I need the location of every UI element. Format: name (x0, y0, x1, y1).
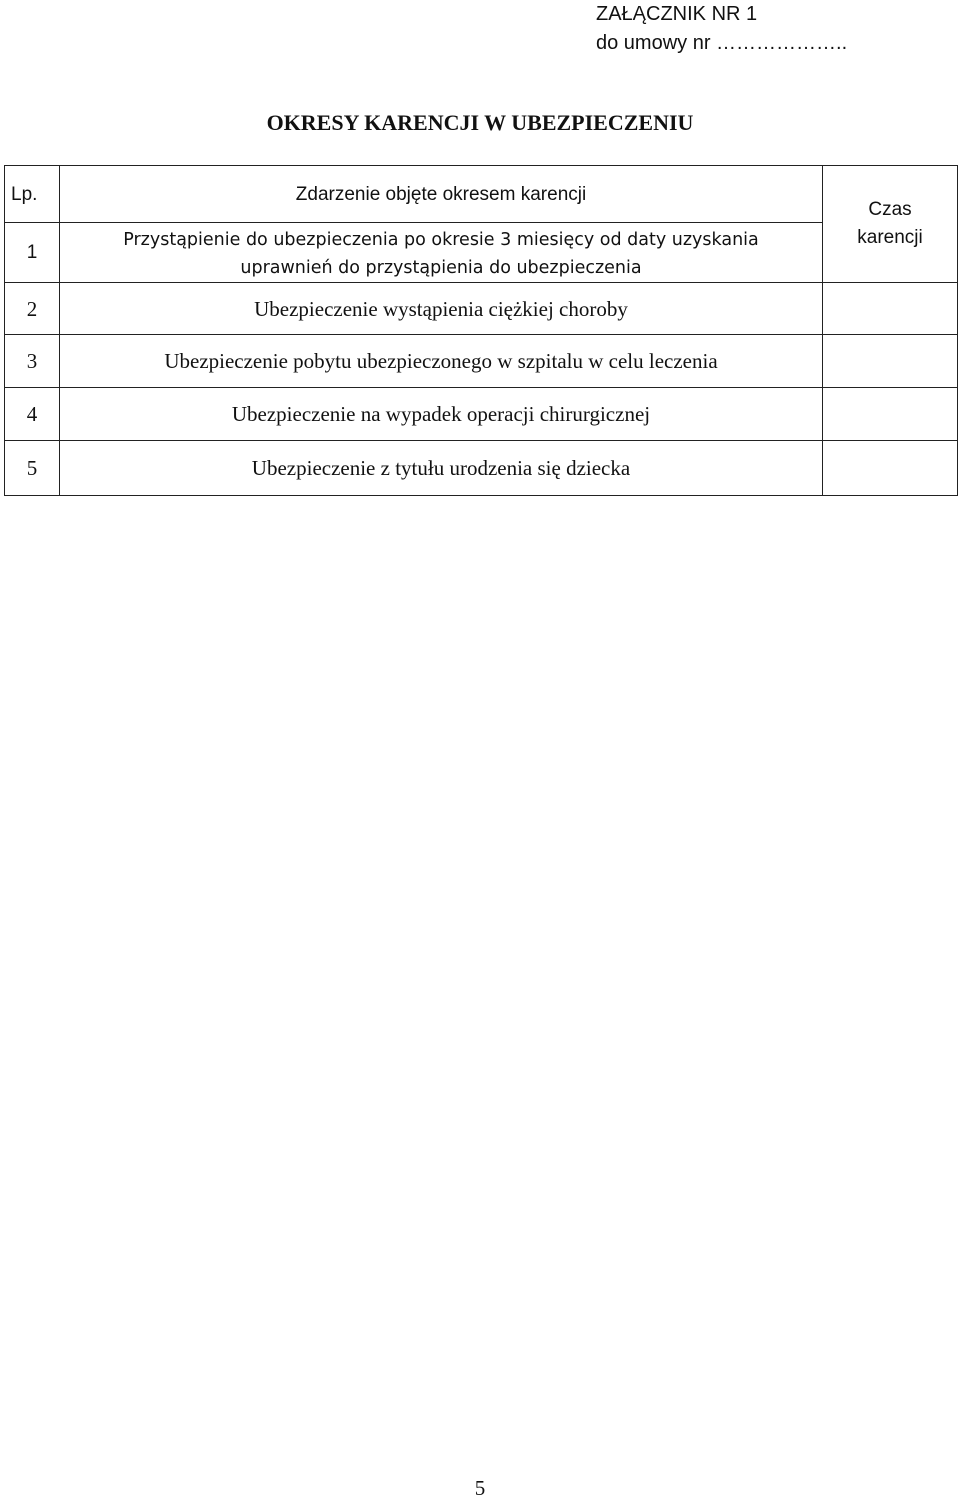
annex-number: ZAŁĄCZNIK NR 1 (596, 3, 758, 25)
row-event-line1: Przystąpienie do ubezpieczenia po okresie 3 miesięcy od daty uzyskania (123, 229, 759, 250)
row-waiting-time (823, 283, 958, 335)
row-waiting-time (823, 388, 958, 441)
page-number: 5 (474, 1476, 486, 1500)
row-waiting-time (823, 335, 958, 388)
header-waiting-time (823, 166, 958, 283)
waiting-periods-table (4, 165, 958, 496)
document-title: OKRESY KARENCJI W UBEZPIECZENIU (266, 110, 694, 135)
row-number: 4 (5, 388, 60, 441)
row-event-line2: uprawnień do przystąpienia do ubezpieczenia (240, 257, 642, 278)
row-number: 1 (5, 223, 60, 283)
row-number: 3 (5, 335, 60, 388)
row-number: 2 (5, 283, 60, 335)
table-row (5, 441, 958, 496)
table-header-row (5, 166, 958, 223)
row-event: Ubezpieczenie pobytu ubezpieczonego w szpitalu w celu leczenia (60, 335, 823, 388)
contract-reference: do umowy nr ……………….. (596, 32, 848, 54)
table-row (5, 283, 958, 335)
header-event: Zdarzenie objęte okresem karencji (60, 166, 823, 223)
table-row (5, 335, 958, 388)
header-waiting-time-line2: karencji (857, 227, 923, 248)
row-waiting-time (823, 441, 958, 496)
table-row (5, 223, 958, 283)
row-number: 5 (5, 441, 60, 496)
header-waiting-time-line1: Czas (868, 199, 912, 220)
row-event: Ubezpieczenie wystąpienia ciężkiej choroby (60, 283, 823, 335)
row-event: Ubezpieczenie z tytułu urodzenia się dziecka (60, 441, 823, 496)
header-lp: Lp. (5, 166, 60, 223)
table-row (5, 388, 958, 441)
annex-header (596, 0, 847, 58)
row-event (60, 223, 823, 283)
row-event: Ubezpieczenie na wypadek operacji chirurgicznej (60, 388, 823, 441)
